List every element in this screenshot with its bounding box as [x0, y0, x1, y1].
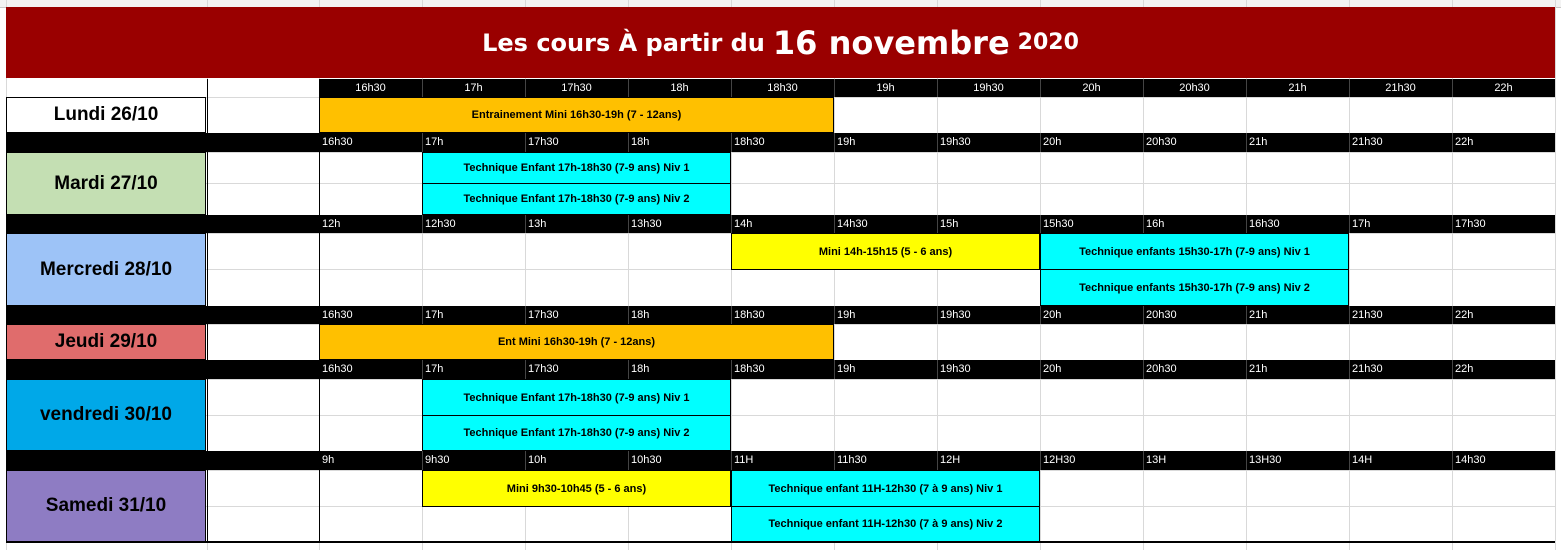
time-label: 22h	[1494, 82, 1513, 94]
time-bar-divider	[937, 133, 938, 152]
time-bar-divider	[422, 215, 423, 233]
time-bar-divider	[1143, 360, 1144, 379]
time-bar-divider	[731, 215, 732, 233]
day-label-text: vendredi 30/10	[39, 404, 173, 425]
course-block-saturday-niv1[interactable]	[731, 470, 1040, 507]
title-year: 2020	[1017, 30, 1079, 55]
time-bar-divider	[525, 306, 526, 324]
time-bar-divider	[1246, 306, 1247, 324]
bottom-border	[6, 541, 1555, 543]
time-label: 20h	[1043, 363, 1062, 375]
time-label: 19h	[876, 82, 895, 94]
time-label: 21h	[1249, 363, 1268, 375]
time-label: 12h30	[425, 218, 456, 230]
time-label: 21h30	[1352, 309, 1383, 321]
time-label: 17h30	[1455, 218, 1486, 230]
time-label: 18h30	[767, 82, 798, 94]
day-label-tuesday[interactable]	[6, 152, 206, 215]
time-label: 21h	[1288, 82, 1307, 94]
day-label-text: Lundi 26/10	[53, 104, 159, 125]
time-label: 22h	[1455, 363, 1474, 375]
time-bar-divider	[1349, 451, 1350, 470]
time-label: 21h	[1249, 136, 1268, 148]
course-text: Technique Enfant 17h-18h30 (7-9 ans) Niv 2	[463, 193, 690, 205]
time-bar-divider	[1349, 306, 1350, 324]
time-label: 18h	[670, 82, 689, 94]
time-label: 16h30	[322, 136, 353, 148]
time-bar-divider	[937, 215, 938, 233]
course-block-wednesday-mini[interactable]	[731, 233, 1040, 270]
time-label: 20h	[1043, 136, 1062, 148]
time-bar-divider	[525, 79, 526, 97]
schedule-title	[6, 7, 1555, 78]
time-label: 14H	[1352, 454, 1373, 466]
time-bar-divider	[422, 360, 423, 379]
time-label: 11H	[734, 454, 754, 466]
time-label: 21h30	[1385, 82, 1416, 94]
time-label: 19h30	[940, 136, 971, 148]
time-bar-divider	[731, 451, 732, 470]
course-block-wednesday-niv2[interactable]	[1040, 269, 1349, 306]
time-bar-divider	[1040, 306, 1041, 324]
time-label: 12H	[940, 454, 961, 466]
day-label-friday[interactable]	[6, 379, 206, 451]
time-label: 16h30	[322, 309, 353, 321]
course-text: Technique enfant 11H-12h30 (7 à 9 ans) Niv 1	[768, 482, 1003, 495]
time-label: 18h	[631, 363, 650, 375]
time-bar-divider	[422, 133, 423, 152]
time-label: 16h30	[355, 82, 386, 94]
time-label: 17h	[425, 309, 444, 321]
time-label: 16h30	[1249, 218, 1280, 230]
time-bar-divider	[937, 360, 938, 379]
time-label: 20h	[1082, 82, 1101, 94]
course-block-thursday-mini[interactable]	[319, 324, 834, 360]
title-date: 16 novembre	[772, 23, 1010, 62]
time-bar-divider	[834, 360, 835, 379]
time-bar-divider	[1246, 451, 1247, 470]
time-label: 19h30	[940, 309, 971, 321]
day-label-saturday[interactable]	[6, 470, 206, 542]
time-label: 17h30	[528, 136, 559, 148]
time-bar-divider	[1246, 360, 1247, 379]
time-bar-divider	[628, 133, 629, 152]
grid-horizontal-line	[6, 152, 1555, 153]
time-bar-divider	[1349, 133, 1350, 152]
time-label: 17h	[1352, 218, 1371, 230]
time-label: 17h	[425, 363, 444, 375]
time-bar-divider	[628, 306, 629, 324]
time-bar-divider	[525, 451, 526, 470]
grid-horizontal-line	[6, 183, 1555, 184]
time-label: 20h30	[1146, 309, 1177, 321]
time-label: 9h	[322, 454, 335, 466]
time-bar-divider	[628, 360, 629, 379]
time-bar-divider	[628, 79, 629, 97]
time-bar-divider	[422, 451, 423, 470]
day-label-thursday[interactable]	[6, 324, 206, 360]
time-bar-divider	[834, 79, 835, 97]
course-block-monday-mini[interactable]	[319, 97, 834, 133]
time-bar-divider	[834, 306, 835, 324]
time-bar-divider	[1143, 79, 1144, 97]
time-label: 11h30	[837, 454, 867, 466]
course-text: Technique Enfant 17h-18h30 (7-9 ans) Niv 1	[463, 391, 690, 404]
course-block-tuesday-niv1[interactable]	[422, 152, 731, 184]
time-bar-divider	[1452, 451, 1453, 470]
course-text: Mini 14h-15h15 (5 - 6 ans)	[818, 245, 953, 258]
time-label: 19h30	[973, 82, 1004, 94]
time-label: 17h30	[528, 309, 559, 321]
course-text: Technique Enfant 17h-18h30 (7-9 ans) Niv 2	[463, 427, 690, 439]
time-bar-divider	[1040, 451, 1041, 470]
course-text: Technique enfants 15h30-17h (7-9 ans) Niv 1	[1079, 245, 1310, 258]
time-label: 12H30	[1043, 454, 1076, 466]
time-label: 19h	[837, 309, 856, 321]
time-label: 15h30	[1043, 218, 1074, 230]
time-bar-divider	[1452, 360, 1453, 379]
day-label-wednesday[interactable]	[6, 233, 206, 306]
time-label: 21h	[1249, 309, 1268, 321]
course-block-tuesday-niv2[interactable]	[422, 183, 731, 215]
time-label: 20h	[1043, 309, 1062, 321]
time-bar-divider	[1040, 360, 1041, 379]
course-text: Technique Enfant 17h-18h30 (7-9 ans) Niv 1	[463, 162, 690, 174]
time-bar-divider	[1349, 360, 1350, 379]
time-bar-divider	[731, 133, 732, 152]
grid-vertical-line	[1555, 0, 1556, 550]
time-bar-divider	[1246, 215, 1247, 233]
time-label: 10h30	[631, 454, 662, 466]
time-bar-divider	[628, 451, 629, 470]
day-label-text: Jeudi 29/10	[54, 331, 158, 352]
time-bar-divider	[834, 451, 835, 470]
time-label: 18h	[631, 309, 650, 321]
time-label: 18h	[631, 136, 650, 148]
grid-horizontal-line	[6, 379, 1555, 380]
time-label: 14h30	[1455, 454, 1486, 466]
day-label-text: Mardi 27/10	[54, 172, 158, 194]
time-label: 17h	[464, 82, 483, 94]
time-bar-divider	[1349, 215, 1350, 233]
time-label: 17h30	[528, 363, 559, 375]
time-label: 13H30	[1249, 454, 1282, 466]
time-label: 16h30	[322, 363, 353, 375]
time-label: 19h	[837, 363, 856, 375]
time-bar-divider	[628, 215, 629, 233]
course-block-saturday-mini[interactable]	[422, 470, 731, 507]
time-bar-divider	[1143, 451, 1144, 470]
course-text: Ent Mini 16h30-19h (7 - 12ans)	[497, 336, 656, 348]
time-bar-divider	[937, 306, 938, 324]
time-label: 12h	[322, 218, 341, 230]
time-bar-divider	[1040, 79, 1041, 97]
time-bar-divider	[731, 360, 732, 379]
time-bar-divider	[422, 79, 423, 97]
time-bar-divider	[834, 215, 835, 233]
time-bar-divider	[422, 306, 423, 324]
time-bar-divider	[1452, 133, 1453, 152]
time-label: 20h30	[1146, 363, 1177, 375]
grid-horizontal-line	[6, 415, 1555, 416]
time-bar-divider	[1040, 133, 1041, 152]
course-block-wednesday-niv1[interactable]	[1040, 233, 1349, 270]
time-label: 21h30	[1352, 136, 1383, 148]
course-block-friday-niv2[interactable]	[422, 415, 731, 451]
course-text: Entrainement Mini 16h30-19h (7 - 12ans)	[471, 109, 682, 121]
time-label: 17h30	[561, 82, 592, 94]
time-label: 22h	[1455, 309, 1474, 321]
time-bar-divider	[1246, 79, 1247, 97]
time-bar-divider	[525, 133, 526, 152]
time-bar-divider	[1143, 133, 1144, 152]
time-label: 14h30	[837, 218, 868, 230]
time-label: 21h30	[1352, 363, 1383, 375]
time-bar-divider	[731, 306, 732, 324]
time-label: 9h30	[425, 454, 450, 466]
time-bar-divider	[1143, 215, 1144, 233]
time-bar-divider	[1452, 79, 1453, 97]
time-label: 20h30	[1146, 136, 1177, 148]
title-part-1: Les cours À partir du	[482, 28, 765, 57]
course-text: Technique enfant 11H-12h30 (7 à 9 ans) Niv 2	[768, 518, 1003, 530]
time-bar-divider	[731, 79, 732, 97]
time-label: 14h	[734, 218, 753, 230]
time-bar-divider	[937, 451, 938, 470]
time-bar-divider	[1246, 133, 1247, 152]
time-bar-divider	[525, 215, 526, 233]
time-bar-divider	[1143, 306, 1144, 324]
time-label: 18h30	[734, 309, 765, 321]
time-bar-divider	[834, 133, 835, 152]
day-label-text: Mercredi 28/10	[39, 258, 173, 280]
time-label: 13h	[528, 218, 547, 230]
course-text: Mini 9h30-10h45 (5 - 6 ans)	[506, 482, 647, 495]
time-label: 13H	[1146, 454, 1167, 466]
time-bar-divider	[1452, 306, 1453, 324]
time-label: 15h	[940, 218, 959, 230]
course-text: Technique enfants 15h30-17h (7-9 ans) Niv 2	[1079, 281, 1310, 294]
time-bar-divider	[1452, 215, 1453, 233]
day-label-monday[interactable]	[6, 97, 206, 133]
time-label: 19h	[837, 136, 856, 148]
course-block-friday-niv1[interactable]	[422, 379, 731, 416]
time-label: 13h30	[631, 218, 662, 230]
time-bar-divider	[937, 79, 938, 97]
time-label: 10h	[528, 454, 547, 466]
time-label: 18h30	[734, 363, 765, 375]
time-label: 19h30	[940, 363, 971, 375]
time-bar-divider	[1040, 215, 1041, 233]
time-label: 17h	[425, 136, 444, 148]
time-label: 20h30	[1179, 82, 1210, 94]
course-block-saturday-niv2[interactable]	[731, 506, 1040, 542]
time-bar-divider	[1349, 79, 1350, 97]
time-label: 22h	[1455, 136, 1474, 148]
time-label: 18h30	[734, 136, 765, 148]
time-label: 16h	[1146, 218, 1165, 230]
time-bar-divider	[525, 360, 526, 379]
day-label-text: Samedi 31/10	[45, 495, 167, 516]
